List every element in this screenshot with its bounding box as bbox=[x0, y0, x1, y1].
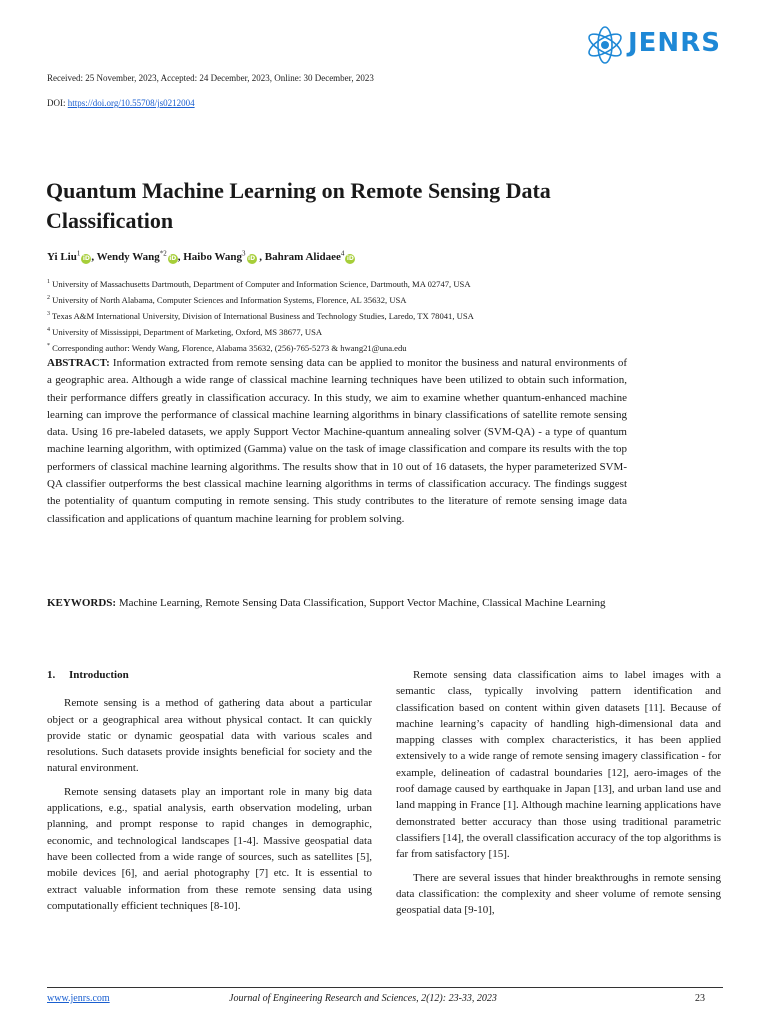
section-heading: 1. Introduction bbox=[47, 669, 129, 681]
received-dates: Received: 25 November, 2023, Accepted: 24 December, 2023, Online: 30 December, 2023 bbox=[47, 73, 374, 83]
affiliation: $^2$ University of North Alabama, Computer Sciences and Information Systems, Florence, AL 35632, USA bbox=[47, 294, 407, 305]
page-number: 23 bbox=[695, 993, 705, 1004]
orcid-icon[interactable]: iD bbox=[82, 254, 90, 262]
orcid-icon[interactable]: iD bbox=[169, 254, 177, 262]
abstract bbox=[47, 355, 627, 528]
right-column bbox=[396, 667, 721, 925]
doi-link[interactable]: https://doi.org/10.55708/js0212004 bbox=[67, 98, 195, 108]
orcid-icon[interactable]: iD bbox=[346, 254, 354, 262]
paper-title: Quantum Machine Learning on Remote Sensing Data Classification bbox=[46, 178, 551, 233]
affiliation: $^3$ Texas A&M International University, Division of International Business and Technology Studies, Laredo, TX 78041, USA bbox=[47, 310, 474, 321]
atom-icon bbox=[584, 24, 626, 66]
doi-line bbox=[47, 98, 195, 108]
footer-divider bbox=[47, 987, 723, 988]
keywords-label: KEYWORDS: bbox=[47, 597, 117, 609]
abstract-text: Information extracted from remote sensing data can be applied to monitor the business and natural environments of a geographic area. Although a wide range of classical machine learning techniques have been utilized to obtain such information, their performance differs greatly in classification accuracy. In this study, we aim to examine whether quantum-enhanced machine learning can improve the performance of classical machine learning algorithms in binary classifications of satellite remote sensing data. Using 16 pre-labeled datasets, we apply Support Vector Machine-quantum annealing solver (SVM-QA) - a type of quantum machine learning algorithm, with optimized (Gamma) value on the task of image classification and compare its results with the top performers of classical machine learning algorithms. The results show that in 10 out of 16 datasets, the hyper parameterized SVM-QA classifier outperforms the best classical machine learning algorithms in terms of classification accuracy. The findings suggest the potentiality of quantum computing in remote sensing. This study contributes to the literature of remote sensing image data classification and applications of quantum machine learning for problem solving. bbox=[47, 357, 628, 525]
doi-label: DOI: bbox=[47, 98, 68, 108]
orcid-icon[interactable]: iD bbox=[248, 254, 256, 262]
left-column bbox=[47, 667, 372, 921]
affiliations bbox=[47, 275, 474, 355]
paragraph: Remote sensing is a method of gathering data about a particular object or a geographical area without physical contact. It can quickly provide static or dynamic geospatial data with various scales and resolutions. Such datasets provide insights beneficial for society and the natural environment. bbox=[47, 697, 372, 775]
corresponding-author: * Corresponding author: Wendy Wang, Florence, Alabama 35632, (256)-765-5273 & hwang21@una.edu bbox=[47, 343, 407, 354]
paragraph: Remote sensing datasets play an important role in many big data applications, e.g., spatial analysis, earth observation modeling, urban planning, and prompt response to rapid changes in demographic, economic, and technological landscapes [1-4]. Massive geospatial data have been collected from a wide range of sources, such as satellites [5], mobile devices [6], and aerial photography [7] etc. It is essential to extract valuable information from these remote sensing data using computationally efficient techniques [8-10]. bbox=[47, 785, 372, 912]
footer-site-link[interactable]: www.jenrs.com bbox=[47, 993, 110, 1004]
author: Yi Liu$^1$iD, bbox=[47, 249, 97, 263]
paragraph: There are several issues that hinder breakthroughs in remote sensing data classification: the complexity and sheer volume of remote sensing geospatial data [9-10], bbox=[396, 871, 721, 917]
paragraph: Remote sensing data classification aims to label images with a semantic class, typically involving pattern identification and classification based on content within given datasets [11]. Because of machine learning’s capacity of handling high-dimensional data and mapping classes with complex characteristics, it has been applied extensively to a wide range of remote sensing imagery classification - for example, delineation of cadastral boundaries [12], aero-images of the roof damage caused by earthquake in Japan [13], and urban land use and land mapping in France [1]. Although machine learning applications have demonstrated better accuracy than those using traditional parametric classifiers [14], the overall classification accuracy of the top algorithms is far from satisfactory [15]. bbox=[396, 669, 721, 861]
author-list bbox=[47, 249, 355, 264]
abstract-label: ABSTRACT: bbox=[47, 357, 110, 369]
keywords bbox=[47, 595, 627, 613]
footer-journal: Journal of Engineering Research and Sciences, 2(12): 23-33, 2023 bbox=[229, 993, 497, 1004]
author: Wendy Wang$^{*2}$iD, bbox=[96, 249, 184, 263]
author: Haibo Wang$^3$iD , bbox=[183, 249, 265, 263]
logo-text: JENRS bbox=[628, 28, 721, 58]
keywords-text: Machine Learning, Remote Sensing Data Classification, Support Vector Machine, Classical Machine Learning bbox=[118, 597, 606, 609]
author: Bahram Alidaee$^4$iD bbox=[264, 249, 354, 263]
affiliation: $^4$ University of Mississippi, Department of Marketing, Oxford, MS 38677, USA bbox=[47, 327, 323, 338]
journal-logo bbox=[584, 24, 734, 68]
affiliation: $^1$ University of Massachusetts Dartmouth, Department of Computer and Information Science, Dartmouth, MA 02747, USA bbox=[47, 278, 471, 289]
